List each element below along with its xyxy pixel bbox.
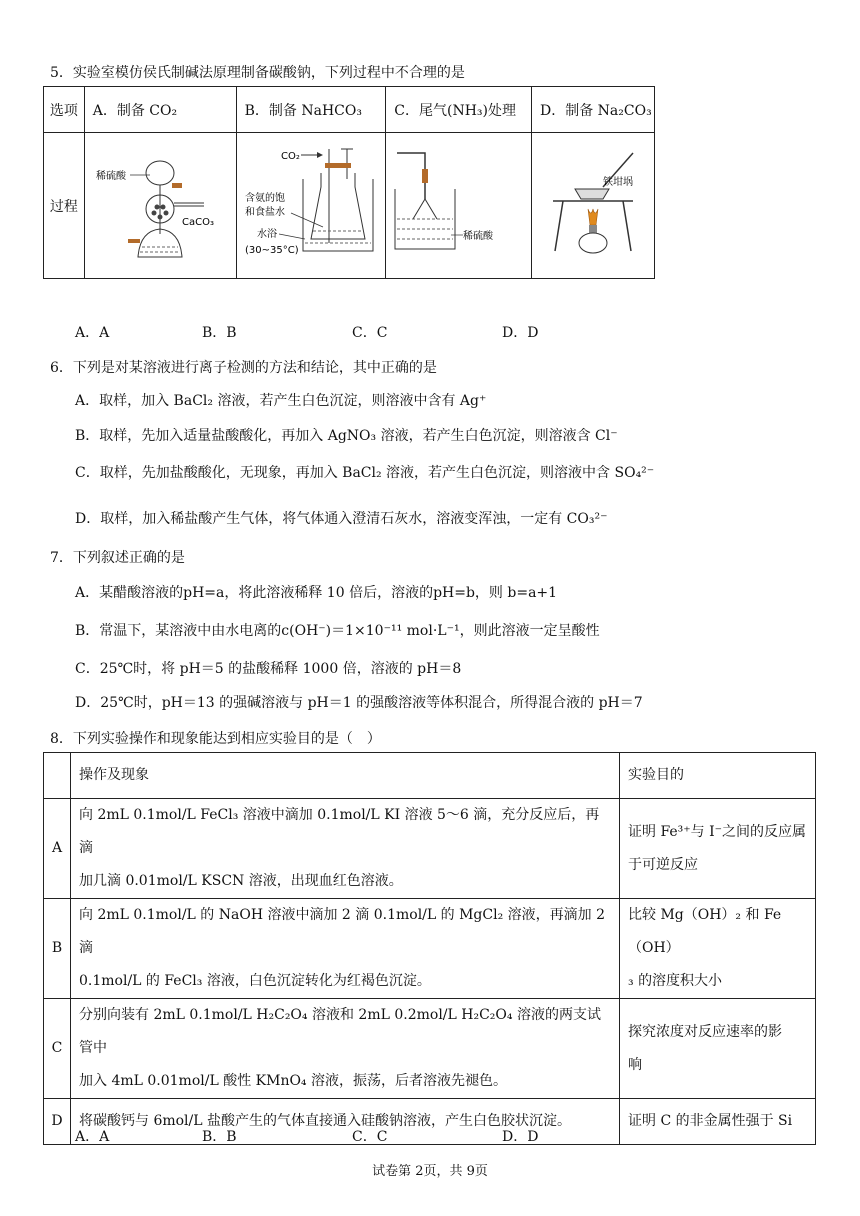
q5-stem: 5．实验室模仿侯氏制碱法原理制备碳酸钠，下列过程中不合理的是 xyxy=(50,65,465,81)
q6-option-b[interactable]: B．取样，先加入适量盐酸酸化，再加入 AgNO₃ 溶液，若产生白色沉淀，则溶液含 Cl⁻ xyxy=(75,428,618,444)
label-co2: CO₂ xyxy=(280,150,300,162)
q8-table xyxy=(43,752,816,1145)
q5-table xyxy=(43,86,655,279)
q5-answer-c[interactable]: C．C xyxy=(352,325,388,341)
page-footer: 试卷第 2页，共 9页 xyxy=(372,1164,488,1179)
q8-row-key: B xyxy=(44,899,71,999)
table-row xyxy=(44,899,816,999)
q8-head-op: 操作及现象 xyxy=(71,753,620,799)
label-bath-temp: (30~35°C) xyxy=(244,244,299,256)
q7-option-a[interactable]: A．某醋酸溶液的pH=a，将此溶液稀释 10 倍后，溶液的pH=b，则 b=a+1 xyxy=(75,585,558,601)
q5-figure-c xyxy=(386,133,532,279)
label-caco3: CaCO₃ xyxy=(182,216,215,228)
q8-head-key xyxy=(44,753,71,799)
label-iron-crucible: 铁坩埚 xyxy=(603,176,633,188)
q7-stem: 7．下列叙述正确的是 xyxy=(50,550,185,566)
kipp-apparatus-figure xyxy=(90,139,230,269)
table-row xyxy=(44,799,816,899)
label-dilute-sulfuric-acid: 稀硫酸 xyxy=(96,170,127,182)
q5-answer-b[interactable]: B．B xyxy=(202,325,237,341)
q5-col-b: B．制备 NaHCO₃ xyxy=(236,87,386,133)
q5-figure-a xyxy=(84,133,236,279)
q8-row-op: 向 2mL 0.1mol/L 的 NaOH 溶液中滴加 2 滴 0.1mol/L 的 MgCl₂ 溶液，再滴加 2 滴 0.1mol/L 的 FeCl₃ 溶液，白色沉淀转化为红褐色沉淀。 xyxy=(71,899,620,999)
label-water-bath: 水浴 xyxy=(256,228,277,240)
q7-option-c[interactable]: C．25℃时，将 pH＝5 的盐酸稀释 1000 倍，溶液的 pH＝8 xyxy=(75,661,462,677)
q7-option-d[interactable]: D．25℃时，pH＝13 的强碱溶液与 pH＝1 的强酸溶液等体积混合，所得混合液的 pH＝7 xyxy=(75,695,643,711)
q8-row-op: 将碳酸钙与 6mol/L 盐酸产生的气体直接通入硅酸钠溶液，产生白色胶状沉淀。 xyxy=(71,1099,620,1145)
q6-option-c[interactable]: C．取样，先加盐酸酸化，无现象，再加入 BaCl₂ 溶液，若产生白色沉淀，则溶液中含 SO₄²⁻ xyxy=(75,465,655,481)
q8-answer-a[interactable]: A．A xyxy=(75,1129,110,1145)
q8-answer-b[interactable]: B．B xyxy=(202,1129,237,1145)
label-ammonia-brine-1: 含氨的饱 xyxy=(244,192,285,204)
q8-row-goal: 证明 Fe³⁺与 I⁻之间的反应属 于可逆反应 xyxy=(620,799,816,899)
q5-answer-a[interactable]: A．A xyxy=(75,325,110,341)
q8-row-goal: 比较 Mg（OH）₂ 和 Fe（OH） ₃ 的溶度积大小 xyxy=(620,899,816,999)
q8-row-goal: 探究浓度对反应速率的影 响 xyxy=(620,999,816,1099)
q8-head-goal: 实验目的 xyxy=(620,753,816,799)
table-row xyxy=(44,999,816,1099)
label-dilute-sulfuric-acid-c: 稀硫酸 xyxy=(462,230,493,242)
q8-row-goal: 证明 C 的非金属性强于 Si xyxy=(620,1099,816,1145)
q6-option-d[interactable]: D．取样，加入稀盐酸产生气体，将气体通入澄清石灰水，溶液变浑浊，一定有 CO₃²⁻ xyxy=(75,511,608,527)
q8-answer-c[interactable]: C．C xyxy=(352,1129,388,1145)
q8-row-key: D xyxy=(44,1099,71,1145)
q8-answer-d[interactable]: D．D xyxy=(502,1129,539,1145)
q6-stem: 6．下列是对某溶液进行离子检测的方法和结论，其中正确的是 xyxy=(50,360,437,376)
table-row xyxy=(44,1099,816,1145)
q8-row-key: C xyxy=(44,999,71,1099)
q6-option-a[interactable]: A．取样，加入 BaCl₂ 溶液，若产生白色沉淀，则溶液中含有 Ag⁺ xyxy=(75,393,487,409)
q7-option-b[interactable]: B．常温下，某溶液中由水电离的c(OH⁻)＝1×10⁻¹¹ mol·L⁻¹，则此溶液一定呈酸性 xyxy=(75,623,600,639)
q5-col-a: A．制备 CO₂ xyxy=(84,87,236,133)
q5-col-c: C．尾气(NH₃)处理 xyxy=(386,87,532,133)
crucible-heating-figure xyxy=(533,139,653,269)
q5-figure-d xyxy=(532,133,655,279)
q5-row-head-options: 选项 xyxy=(44,87,85,133)
q8-row-key: A xyxy=(44,799,71,899)
q8-stem: 8．下列实验操作和现象能达到相应实验目的是（ ） xyxy=(50,731,381,747)
nahco3-apparatus-figure xyxy=(241,139,381,269)
q8-row-op: 分别向装有 2mL 0.1mol/L H₂C₂O₄ 溶液和 2mL 0.2mol/L H₂C₂O₄ 溶液的两支试管中 加入 4mL 0.01mol/L 酸性 KMnO₄ 溶液，振荡，后者溶液先褪色。 xyxy=(71,999,620,1099)
nh3-absorption-figure xyxy=(391,139,527,269)
q5-row-head-process: 过程 xyxy=(44,133,85,279)
q5-col-d: D．制备 Na₂CO₃ xyxy=(532,87,655,133)
q8-row-op: 向 2mL 0.1mol/L FeCl₃ 溶液中滴加 0.1mol/L KI 溶液 5～6 滴，充分反应后，再滴 加几滴 0.01mol/L KSCN 溶液，出现血红色溶液。 xyxy=(71,799,620,899)
label-ammonia-brine-2: 和食盐水 xyxy=(244,206,285,218)
q5-figure-b xyxy=(236,133,386,279)
q5-answer-d[interactable]: D．D xyxy=(502,325,539,341)
